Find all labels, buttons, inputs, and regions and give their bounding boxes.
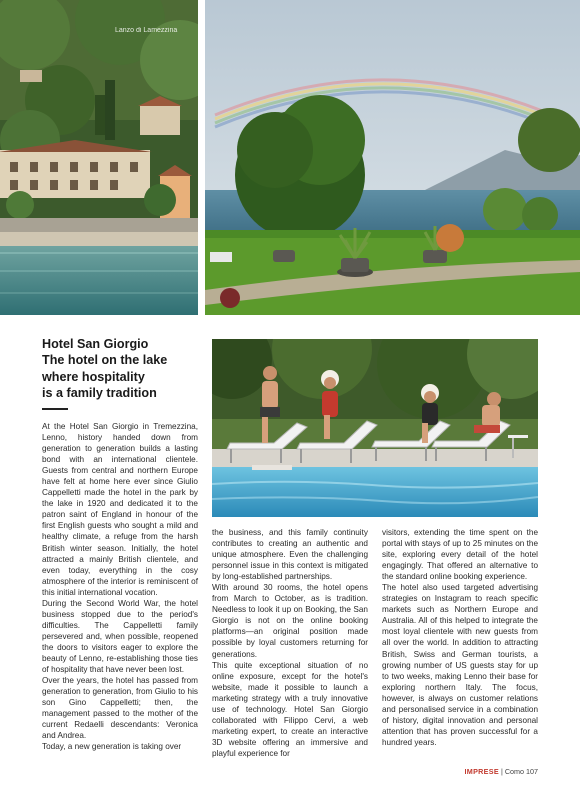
paragraph: This quite exceptional situation of no online exposure, except for the hotel's website, made it possible to launch a marketing strategy with a truly innovative use of technology. Hotel San Giorgio collaborated with Filippo Cervi, a web marketing expert, to create an interactive 3D website offering an immersive and playful experience for [212, 660, 368, 758]
title-line: Hotel San Giorgio [42, 337, 149, 351]
paragraph: the business, and this family continuity contributes to creating an authentic and unique atmosphere. Even the challenging personnel issue in this context is mitigated by long-established partnerships. [212, 528, 368, 582]
article-title [42, 336, 202, 401]
paragraph: With around 30 rooms, the hotel opens from March to October, as is tradition. Needless to look it up on Booking, the San Giorgio is not on the online booking platforms—an original position made possible by loyal customers returning for generations. [212, 583, 368, 659]
paragraph: Over the years, the hotel has passed from generation to generation, from Giulio to his son Gino Cappelletti; then, the management passed to the mother of the current Redaelli descendants: Veronica and Andrea. [42, 676, 198, 741]
paragraph: At the Hotel San Giorgio in Tremezzina, Lenno, history handed down from generation to generation builds a lasting bond with an international clientele. Guests from central and northern Europe have felt at home here ever since Giulio Cappelletti made the hotel in the park by the lake in 1920 and dedicated it to the patron saint of England in honour of the first English guests who sought a mild and healthy climate, a refuge from the harsh British winter season. Initially, the hotel attracted a mainly British clientele, and even today, everything in the cosy atmosphere of the interior is reminiscent of this initial international vocation. [42, 422, 198, 597]
article-column-1 [42, 421, 198, 752]
article-column-2 [212, 527, 368, 759]
paragraph: During the Second World War, the hotel business stopped due to the period's difficulties. The Cappelletti family persevered and, when possible, reopened the doors to visitors eager to explore the beauty of Lenno, re-establishing those ties of hospitality that have never been lost. [42, 598, 198, 675]
footer-separator: | [500, 767, 503, 776]
magazine-brand: IMPRESE [464, 767, 499, 776]
page-number: 107 [526, 767, 538, 776]
footer-section: Como [504, 767, 524, 776]
title-line: where hospitality [42, 369, 145, 384]
title-line: is a family tradition [42, 385, 157, 400]
paragraph: Today, a new generation is taking over [42, 742, 182, 752]
page-footer [464, 767, 538, 776]
article-column-3 [382, 527, 538, 748]
poolside-guests-photo [212, 339, 538, 517]
garden-rainbow-photo [205, 0, 580, 315]
paragraph: visitors, extending the time spent on the portal with stays of up to 25 minutes on the site, exploring every detail of the hotel engagingly. That offered an alternative to the standard online booking experience. [382, 528, 538, 582]
title-divider [42, 408, 68, 410]
paragraph: The hotel also used targeted advertising strategies on Instagram to reach specific markets such as Northern Europe and Australia. All of this helped to integrate the most loyal clientele with new guests from all over the world. In addition to attracting British, Swiss and German tourists, a growing number of US guests stay for up to two weeks, making Lenno their base for exploring northern Italy. The focus, however, is always on customer relations and personalised service in a combination of history, digital innovation and personal attention that has proven successful for a hundred years. [382, 583, 538, 747]
photo-caption: Lanzo di Lamezzina [115, 27, 178, 34]
title-line: The hotel on the lake [42, 353, 168, 368]
lakeside-village-photo [0, 0, 198, 315]
